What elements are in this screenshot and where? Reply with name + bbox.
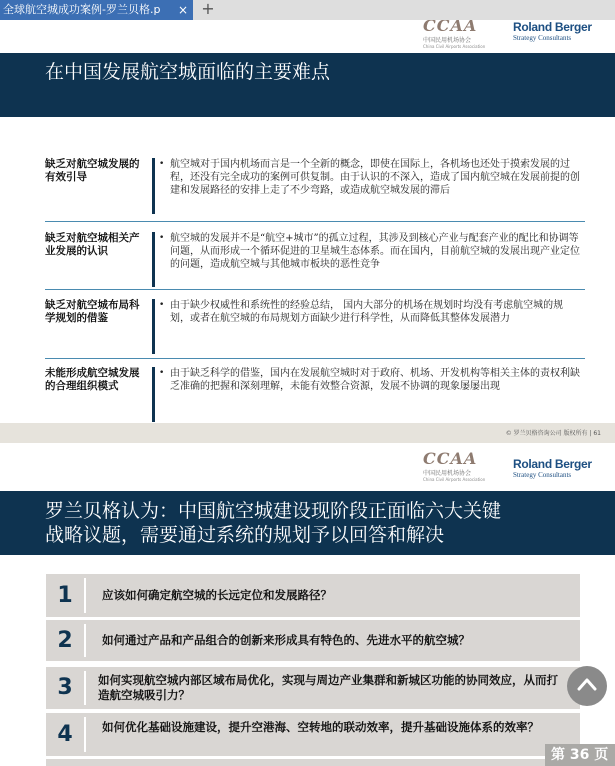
difficulty-text: 由于缺少权威性和系统性的经验总结， 国内大部分的机场在规划时均没有考虑航空城的规划，或者在航空城的布局规划方面缺少进行科学性，从而降低其整体发展潜力 xyxy=(170,300,564,324)
slide-title-line-1: 罗兰贝格认为：中国航空城建设现阶段正面临六大关键 xyxy=(45,500,502,522)
roland-berger-logo xyxy=(513,457,603,479)
question-text: 如何实现航空城内部区域布局优化，实现与周边产业集群和新城区功能的协同效应，从而打造航空城吸引力？ xyxy=(98,673,558,702)
difficulty-text: 由于缺乏科学的借鉴，国内在发展航空城时对于政府、机场、开发机构等相关主体的责权利缺乏准确的把握和深刻理解，未能有效整合资源，发展不协调的现象屡屡出现 xyxy=(170,368,580,392)
question-number: 3 xyxy=(57,675,73,700)
chevron-up-icon xyxy=(577,677,597,691)
ccaa-logo-name: 中国民用机场协会 xyxy=(423,470,472,477)
question-number: 1 xyxy=(57,583,73,608)
question-text: 如何优化基础设施建设，提升空港海、空转地的联动效率，提升基础设施体系的效率？ xyxy=(102,720,539,734)
difficulty-label: 缺乏对航空城发展的有效引导 xyxy=(45,158,140,183)
row-divider xyxy=(45,221,585,222)
difficulty-row xyxy=(45,367,585,422)
slide-page-36 xyxy=(0,443,615,766)
row-accent-bar xyxy=(152,367,155,422)
strategic-question xyxy=(46,667,580,709)
row-accent-bar xyxy=(152,299,155,354)
difficulty-label: 缺乏对航空城相关产业发展的认识 xyxy=(45,232,140,257)
slide-title-banner xyxy=(0,53,615,117)
rb-logo-name: Roland Berger xyxy=(513,457,592,471)
difficulty-label: 未能形成航空城发展的合理组织模式 xyxy=(45,367,140,392)
new-tab-button[interactable]: + xyxy=(201,0,215,18)
roland-berger-logo xyxy=(513,20,603,42)
slide-title-line-2: 战略议题，需要通过系统的规划予以回答和解决 xyxy=(45,524,445,546)
difficulty-row xyxy=(45,158,585,214)
question-divider xyxy=(84,624,86,657)
ccaa-logo-en: China Civil Airports Association xyxy=(423,477,486,482)
rb-logo-sub: Strategy Consultants xyxy=(513,34,572,42)
slide-title: 在中国发展航空城面临的主要难点 xyxy=(45,61,331,83)
bullet: • xyxy=(159,159,165,169)
ccaa-logo-mark: CCAA xyxy=(423,20,478,35)
difficulty-row xyxy=(45,232,585,287)
row-accent-bar xyxy=(152,232,155,287)
difficulty-text: 航空城的发展并不是“航空+城市”的孤立过程，其涉及到核心产业与配套产业的配比和协调等问题，从而形成一个循环促进的卫星城生态体系。而在国内，目前航空城的发展出现产业定位的问题，造成航空城与其他城市板块的恶性竞争 xyxy=(170,233,580,270)
page-number: 第 36 页 xyxy=(551,747,609,763)
strategic-question xyxy=(46,620,580,661)
rb-logo-sub: Strategy Consultants xyxy=(513,471,572,479)
ccaa-logo xyxy=(423,449,495,482)
question-text: 应该如何确定航空城的长远定位和发展路径？ xyxy=(102,588,332,602)
question-divider xyxy=(84,671,86,705)
scroll-to-top-button[interactable] xyxy=(567,666,607,706)
slide-title-banner xyxy=(0,491,615,555)
strategic-question xyxy=(46,759,580,766)
bullet: • xyxy=(159,233,165,243)
row-accent-bar xyxy=(152,158,155,214)
page-number-badge xyxy=(545,744,615,766)
browser-tab-bar xyxy=(0,0,615,20)
bullet: • xyxy=(159,300,165,310)
ccaa-logo-mark: CCAA xyxy=(423,449,478,468)
close-tab-icon[interactable]: × xyxy=(177,3,189,17)
question-number: 4 xyxy=(57,722,73,747)
ccaa-logo-en: China Civil Airports Association xyxy=(423,44,486,49)
row-divider xyxy=(45,358,585,359)
rb-logo-name: Roland Berger xyxy=(513,20,592,34)
question-divider xyxy=(84,578,86,613)
ccaa-logo-name: 中国民用机场协会 xyxy=(423,37,472,44)
slide-footer xyxy=(0,423,615,443)
question-text: 如何通过产品和产品组合的创新来形成具有特色的、先进水平的航空城？ xyxy=(102,633,470,647)
strategic-question xyxy=(46,713,580,756)
question-number: 2 xyxy=(57,628,73,653)
row-divider xyxy=(45,289,585,290)
copyright-page-number: © 罗兰贝格咨询公司 版权所有 | 61 xyxy=(505,430,601,437)
difficulty-text: 航空城对于国内机场而言是一个全新的概念，即使在国际上，各机场也还处于摸索发展的过程，还没有完全成功的案例可供复制。由于认识的不深入，造成了国内航空城在发展前提的创建和发展路径的安排上走了不少弯路，或造成航空城发展的滞后 xyxy=(170,159,580,196)
ccaa-logo xyxy=(423,20,495,49)
strategic-question xyxy=(46,574,580,617)
difficulty-label: 缺乏对航空城布局科学规划的借鉴 xyxy=(45,299,140,324)
difficulty-row xyxy=(45,299,585,354)
question-divider xyxy=(84,717,86,752)
browser-tab[interactable] xyxy=(0,0,193,20)
bullet: • xyxy=(159,368,165,378)
slide-page-61 xyxy=(0,20,615,443)
tab-title[interactable]: 全球航空城成功案例-罗兰贝格.p xyxy=(3,3,161,16)
